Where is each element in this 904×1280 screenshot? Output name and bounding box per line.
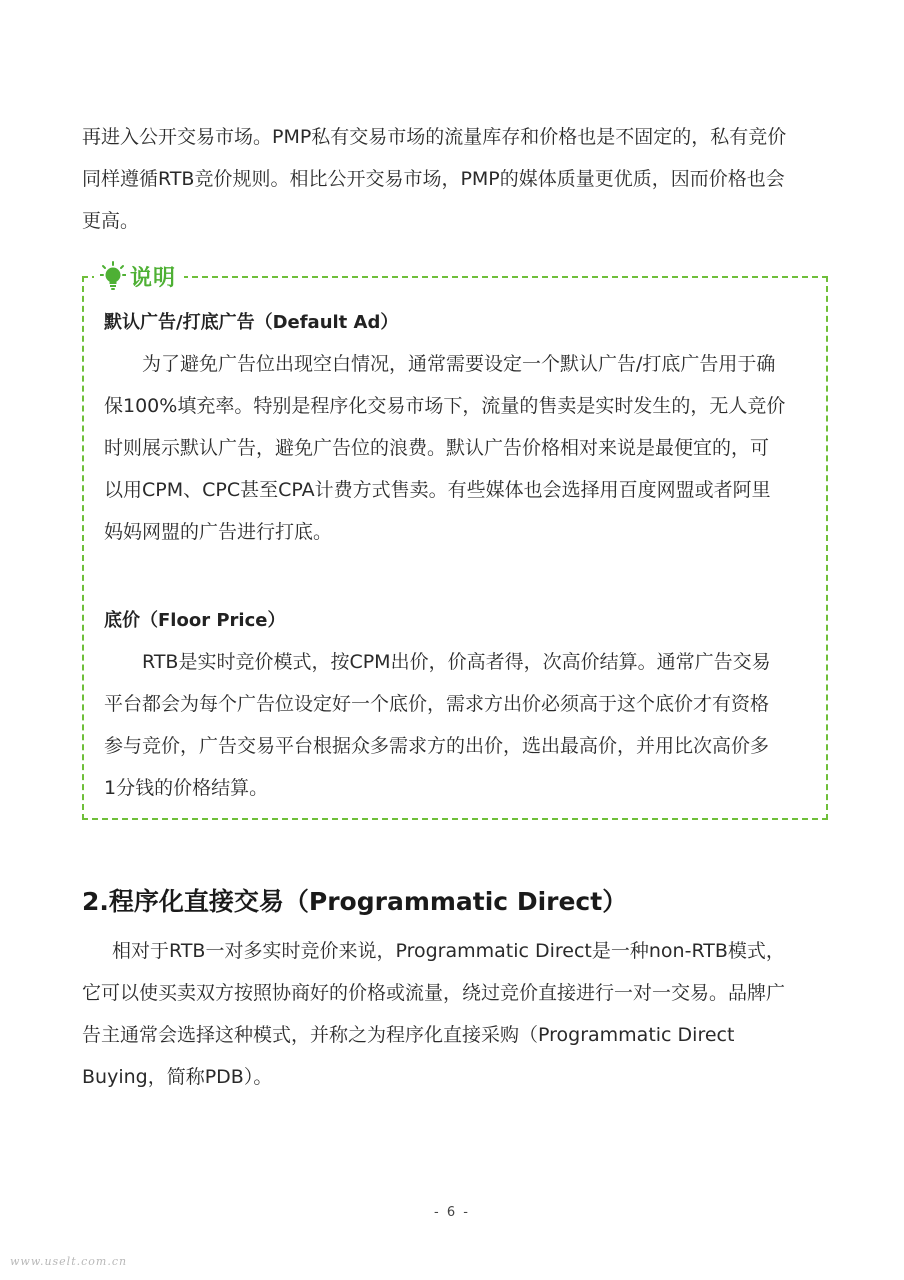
intro-line: 更高。 xyxy=(82,210,140,232)
note-header xyxy=(94,258,184,294)
floor-price-heading: 底价（Floor Price） xyxy=(104,610,286,631)
watermark: www.uselt.com.cn xyxy=(10,1255,128,1268)
section-line: 它可以使买卖双方按照协商好的价格或流量，绕过竞价直接进行一对一交易。品牌广 xyxy=(82,982,786,1004)
floor-price-line: 参与竞价，广告交易平台根据众多需求方的出价，选出最高价，并用比次高价多 xyxy=(104,735,770,757)
floor-price-line: 1分钱的价格结算。 xyxy=(104,777,269,799)
default-ad-line: 保100%填充率。特别是程序化交易市场下，流量的售卖是实时发生的，无人竞价 xyxy=(104,395,786,417)
section-paragraph xyxy=(82,930,822,1098)
default-ad-line: 以用CPM、CPC甚至CPA计费方式售卖。有些媒体也会选择用百度网盟或者阿里 xyxy=(104,479,771,501)
section-heading: 2.程序化直接交易（Programmatic Direct） xyxy=(82,887,628,916)
default-ad-line: 为了避免广告位出现空白情况，通常需要设定一个默认广告/打底广告用于确 xyxy=(142,353,776,375)
default-ad-line: 妈妈网盟的广告进行打底。 xyxy=(104,521,333,543)
floor-price-paragraph xyxy=(104,641,816,809)
intro-line: 同样遵循RTB竞价规则。相比公开交易市场，PMP的媒体质量更优质，因而价格也会 xyxy=(82,168,785,190)
default-ad-line: 时则展示默认广告，避免广告位的浪费。默认广告价格相对来说是最便宜的，可 xyxy=(104,437,770,459)
intro-line: 再进入公开交易市场。PMP私有交易市场的流量库存和价格也是不固定的，私有竞价 xyxy=(82,126,787,148)
default-ad-paragraph xyxy=(104,343,816,553)
lightbulb-icon xyxy=(100,261,126,291)
section-line: Buying，简称PDB）。 xyxy=(82,1066,273,1088)
default-ad-heading: 默认广告/打底广告（Default Ad） xyxy=(104,312,399,333)
section-line: 告主通常会选择这种模式，并称之为程序化直接采购（Programmatic Direct xyxy=(82,1024,735,1046)
section-line: 相对于RTB一对多实时竞价来说，Programmatic Direct是一种non-RTB模式， xyxy=(112,940,785,962)
floor-price-line: 平台都会为每个广告位设定好一个底价，需求方出价必须高于这个底价才有资格 xyxy=(104,693,770,715)
floor-price-line: RTB是实时竞价模式，按CPM出价，价高者得，次高价结算。通常广告交易 xyxy=(142,651,771,673)
note-title: 说明 xyxy=(130,265,177,291)
page-number: - 6 - xyxy=(434,1205,470,1220)
intro-paragraph xyxy=(82,116,822,242)
